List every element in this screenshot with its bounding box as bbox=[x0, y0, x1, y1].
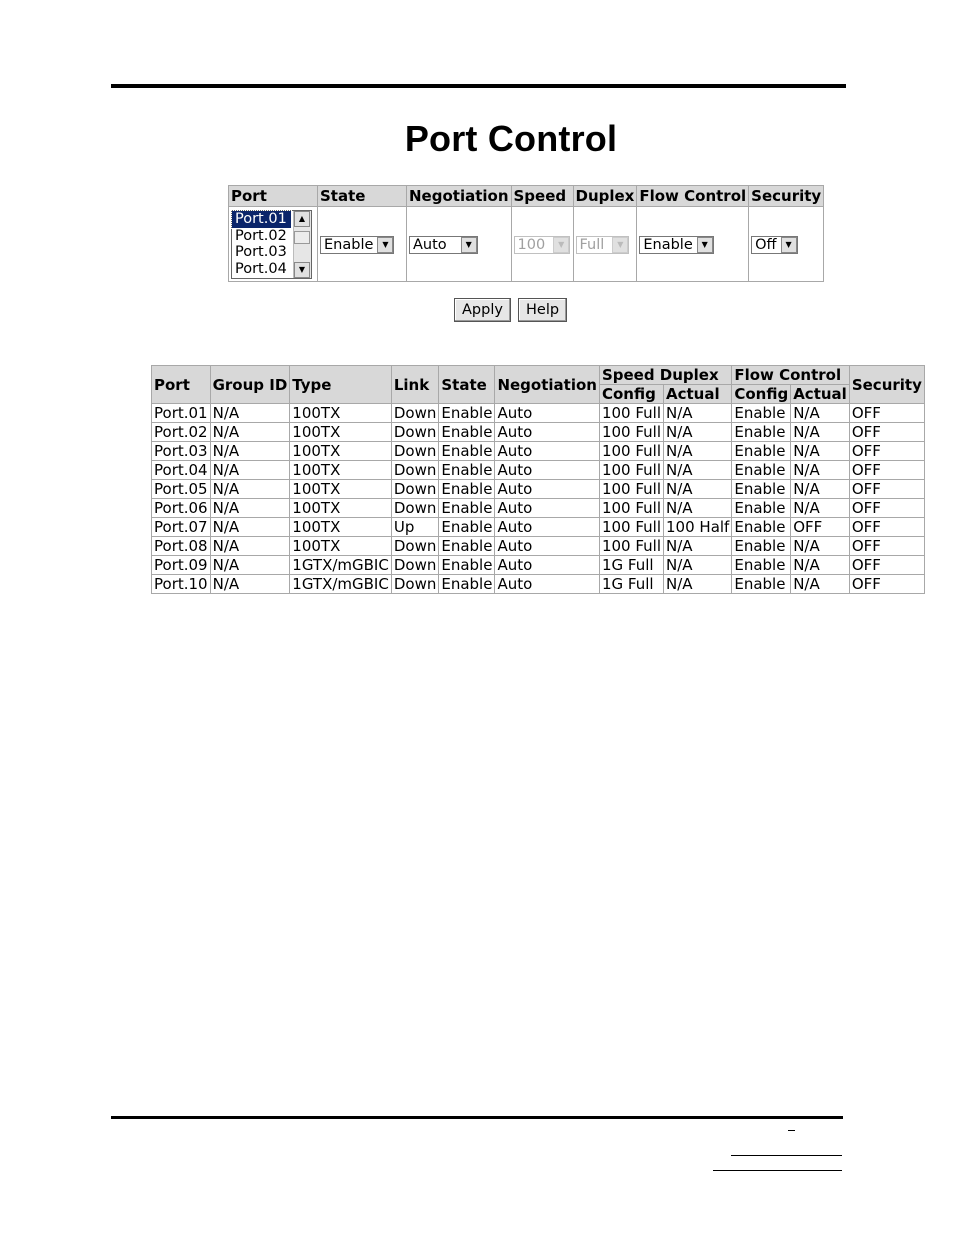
cell-flow-config: Enable bbox=[732, 423, 791, 442]
cell-security: OFF bbox=[849, 461, 924, 480]
port-option[interactable]: Port.03 bbox=[235, 244, 287, 260]
cell-link: Down bbox=[391, 404, 439, 423]
status-header-link: Link bbox=[391, 366, 439, 404]
cell-speed-config: 100 Full bbox=[599, 480, 663, 499]
status-header-type: Type bbox=[290, 366, 392, 404]
table-row bbox=[152, 575, 925, 594]
scroll-up-icon[interactable]: ▲ bbox=[294, 211, 310, 227]
chevron-down-icon: ▼ bbox=[612, 237, 628, 253]
cell-state: Enable bbox=[439, 442, 495, 461]
state-select[interactable] bbox=[320, 236, 394, 254]
help-button[interactable]: Help bbox=[518, 298, 567, 322]
cell-security: OFF bbox=[849, 518, 924, 537]
cell-speed-config: 100 Full bbox=[599, 537, 663, 556]
cell-state: Enable bbox=[439, 537, 495, 556]
cell-type: 100TX bbox=[290, 537, 392, 556]
cell-flow-config: Enable bbox=[732, 499, 791, 518]
security-cell bbox=[749, 207, 824, 282]
header-rule bbox=[111, 84, 846, 88]
cell-negotiation: Auto bbox=[495, 423, 600, 442]
config-header-negotiation: Negotiation bbox=[407, 186, 512, 207]
config-header-security: Security bbox=[749, 186, 824, 207]
cell-speed-actual: N/A bbox=[664, 499, 732, 518]
port-cell bbox=[229, 207, 318, 282]
chevron-down-icon: ▼ bbox=[553, 237, 569, 253]
cell-flow-actual: N/A bbox=[791, 556, 850, 575]
cell-flow-actual: N/A bbox=[791, 442, 850, 461]
footer-rule bbox=[111, 1116, 843, 1119]
cell-negotiation: Auto bbox=[495, 556, 600, 575]
cell-link: Down bbox=[391, 575, 439, 594]
table-row bbox=[152, 556, 925, 575]
table-row bbox=[152, 461, 925, 480]
config-header-duplex: Duplex bbox=[573, 186, 637, 207]
cell-type: 100TX bbox=[290, 518, 392, 537]
cell-security: OFF bbox=[849, 404, 924, 423]
config-header-speed: Speed bbox=[511, 186, 573, 207]
cell-flow-config: Enable bbox=[732, 518, 791, 537]
cell-port: Port.07 bbox=[152, 518, 211, 537]
port-status-table bbox=[151, 365, 925, 594]
security-select[interactable] bbox=[751, 236, 797, 254]
cell-flow-actual: N/A bbox=[791, 575, 850, 594]
cell-flow-config: Enable bbox=[732, 575, 791, 594]
config-header-row bbox=[229, 186, 824, 207]
cell-security: OFF bbox=[849, 499, 924, 518]
config-controls-row bbox=[229, 207, 824, 282]
cell-state: Enable bbox=[439, 518, 495, 537]
status-header-port: Port bbox=[152, 366, 211, 404]
port-listbox[interactable] bbox=[231, 210, 312, 279]
cell-flow-actual: N/A bbox=[791, 480, 850, 499]
cell-type: 100TX bbox=[290, 461, 392, 480]
cell-link: Down bbox=[391, 442, 439, 461]
cell-port: Port.08 bbox=[152, 537, 211, 556]
cell-speed-config: 100 Full bbox=[599, 404, 663, 423]
footer-mark bbox=[788, 1130, 795, 1131]
cell-flow-config: Enable bbox=[732, 461, 791, 480]
cell-state: Enable bbox=[439, 499, 495, 518]
cell-state: Enable bbox=[439, 480, 495, 499]
flow-control-cell bbox=[637, 207, 749, 282]
cell-flow-actual: N/A bbox=[791, 499, 850, 518]
status-header-speed-duplex: Speed Duplex bbox=[599, 366, 731, 385]
cell-port: Port.06 bbox=[152, 499, 211, 518]
status-header-security: Security bbox=[849, 366, 924, 404]
port-listbox-scrollbar[interactable] bbox=[293, 211, 311, 278]
cell-type: 100TX bbox=[290, 480, 392, 499]
cell-speed-config: 100 Full bbox=[599, 518, 663, 537]
cell-speed-actual: N/A bbox=[664, 461, 732, 480]
table-row bbox=[152, 480, 925, 499]
cell-type: 100TX bbox=[290, 442, 392, 461]
cell-speed-actual: N/A bbox=[664, 423, 732, 442]
cell-link: Down bbox=[391, 461, 439, 480]
cell-negotiation: Auto bbox=[495, 480, 600, 499]
cell-speed-actual: N/A bbox=[664, 556, 732, 575]
cell-flow-actual: N/A bbox=[791, 537, 850, 556]
cell-negotiation: Auto bbox=[495, 518, 600, 537]
cell-link: Down bbox=[391, 537, 439, 556]
cell-type: 100TX bbox=[290, 404, 392, 423]
cell-group-id: N/A bbox=[210, 575, 290, 594]
apply-button[interactable]: Apply bbox=[454, 298, 511, 322]
cell-link: Up bbox=[391, 518, 439, 537]
cell-speed-actual: N/A bbox=[664, 575, 732, 594]
cell-flow-actual: OFF bbox=[791, 518, 850, 537]
cell-group-id: N/A bbox=[210, 442, 290, 461]
cell-type: 1GTX/mGBIC bbox=[290, 575, 392, 594]
cell-link: Down bbox=[391, 423, 439, 442]
status-table-body bbox=[152, 404, 925, 594]
config-header-flow-control: Flow Control bbox=[637, 186, 749, 207]
cell-group-id: N/A bbox=[210, 518, 290, 537]
status-header-group-id: Group ID bbox=[210, 366, 290, 404]
negotiation-cell bbox=[407, 207, 512, 282]
table-row bbox=[152, 499, 925, 518]
cell-state: Enable bbox=[439, 556, 495, 575]
cell-security: OFF bbox=[849, 556, 924, 575]
cell-flow-config: Enable bbox=[732, 480, 791, 499]
cell-speed-config: 100 Full bbox=[599, 442, 663, 461]
flow-control-select-value: Enable bbox=[643, 236, 693, 253]
duplex-select-value: Full bbox=[579, 236, 605, 253]
flow-control-select[interactable] bbox=[639, 236, 713, 254]
cell-negotiation: Auto bbox=[495, 404, 600, 423]
cell-flow-config: Enable bbox=[732, 556, 791, 575]
negotiation-select[interactable] bbox=[409, 236, 478, 254]
cell-flow-config: Enable bbox=[732, 404, 791, 423]
scroll-thumb[interactable] bbox=[294, 231, 310, 244]
page-title: Port Control bbox=[404, 118, 618, 159]
cell-link: Down bbox=[391, 556, 439, 575]
cell-flow-config: Enable bbox=[732, 537, 791, 556]
cell-port: Port.03 bbox=[152, 442, 211, 461]
port-option[interactable]: Port.04 bbox=[235, 260, 287, 277]
cell-flow-config: Enable bbox=[732, 442, 791, 461]
cell-port: Port.01 bbox=[152, 404, 211, 423]
duplex-cell bbox=[573, 207, 637, 282]
port-config-table bbox=[228, 185, 824, 282]
cell-group-id: N/A bbox=[210, 499, 290, 518]
cell-negotiation: Auto bbox=[495, 461, 600, 480]
cell-speed-config: 1G Full bbox=[599, 575, 663, 594]
cell-group-id: N/A bbox=[210, 423, 290, 442]
cell-state: Enable bbox=[439, 461, 495, 480]
status-header-flow-config: Config bbox=[732, 385, 791, 404]
table-row bbox=[152, 442, 925, 461]
cell-port: Port.02 bbox=[152, 423, 211, 442]
cell-security: OFF bbox=[849, 480, 924, 499]
cell-speed-actual: 100 Half bbox=[664, 518, 732, 537]
cell-security: OFF bbox=[849, 442, 924, 461]
chevron-down-icon[interactable]: ▼ bbox=[697, 237, 713, 253]
status-header-negotiation: Negotiation bbox=[495, 366, 600, 404]
cell-group-id: N/A bbox=[210, 537, 290, 556]
status-header-flow-control: Flow Control bbox=[732, 366, 849, 385]
status-header-flow-actual: Actual bbox=[791, 385, 850, 404]
cell-port: Port.09 bbox=[152, 556, 211, 575]
footer-underline bbox=[731, 1155, 842, 1156]
cell-port: Port.10 bbox=[152, 575, 211, 594]
table-row bbox=[152, 537, 925, 556]
table-row bbox=[152, 423, 925, 442]
table-row bbox=[152, 404, 925, 423]
speed-select bbox=[514, 236, 571, 254]
cell-port: Port.04 bbox=[152, 461, 211, 480]
cell-port: Port.05 bbox=[152, 480, 211, 499]
speed-cell bbox=[511, 207, 573, 282]
negotiation-select-value: Auto bbox=[413, 236, 447, 253]
cell-negotiation: Auto bbox=[495, 442, 600, 461]
chevron-down-icon[interactable]: ▼ bbox=[781, 237, 797, 253]
chevron-down-icon[interactable]: ▼ bbox=[461, 237, 477, 253]
security-select-value: Off bbox=[755, 236, 777, 253]
state-cell bbox=[318, 207, 407, 282]
cell-state: Enable bbox=[439, 423, 495, 442]
status-header-row bbox=[152, 366, 925, 385]
config-header-port: Port bbox=[229, 186, 318, 207]
state-select-value: Enable bbox=[324, 236, 374, 253]
cell-speed-config: 100 Full bbox=[599, 423, 663, 442]
table-row bbox=[152, 518, 925, 537]
cell-speed-actual: N/A bbox=[664, 480, 732, 499]
chevron-down-icon[interactable]: ▼ bbox=[377, 237, 393, 253]
cell-flow-actual: N/A bbox=[791, 461, 850, 480]
status-header-speed-config: Config bbox=[599, 385, 663, 404]
status-header-speed-actual: Actual bbox=[664, 385, 732, 404]
cell-speed-actual: N/A bbox=[664, 442, 732, 461]
cell-speed-config: 100 Full bbox=[599, 499, 663, 518]
cell-group-id: N/A bbox=[210, 461, 290, 480]
cell-speed-config: 100 Full bbox=[599, 461, 663, 480]
config-header-state: State bbox=[318, 186, 407, 207]
cell-type: 100TX bbox=[290, 499, 392, 518]
cell-group-id: N/A bbox=[210, 480, 290, 499]
cell-link: Down bbox=[391, 499, 439, 518]
cell-security: OFF bbox=[849, 575, 924, 594]
cell-speed-actual: N/A bbox=[664, 537, 732, 556]
port-option[interactable]: Port.02 bbox=[235, 227, 287, 244]
cell-link: Down bbox=[391, 480, 439, 499]
cell-negotiation: Auto bbox=[495, 499, 600, 518]
cell-type: 1GTX/mGBIC bbox=[290, 556, 392, 575]
cell-security: OFF bbox=[849, 423, 924, 442]
cell-state: Enable bbox=[439, 404, 495, 423]
footer-underline bbox=[713, 1170, 842, 1171]
cell-negotiation: Auto bbox=[495, 537, 600, 556]
cell-group-id: N/A bbox=[210, 404, 290, 423]
cell-speed-config: 1G Full bbox=[599, 556, 663, 575]
cell-speed-actual: N/A bbox=[664, 404, 732, 423]
speed-select-value: 100 bbox=[517, 236, 546, 253]
cell-security: OFF bbox=[849, 537, 924, 556]
duplex-select bbox=[576, 236, 630, 254]
cell-flow-actual: N/A bbox=[791, 404, 850, 423]
status-header-state: State bbox=[439, 366, 495, 404]
cell-negotiation: Auto bbox=[495, 575, 600, 594]
cell-type: 100TX bbox=[290, 423, 392, 442]
cell-flow-actual: N/A bbox=[791, 423, 850, 442]
cell-state: Enable bbox=[439, 575, 495, 594]
port-option[interactable]: Port.01 bbox=[232, 211, 291, 228]
scroll-down-icon[interactable]: ▼ bbox=[294, 262, 310, 278]
cell-group-id: N/A bbox=[210, 556, 290, 575]
